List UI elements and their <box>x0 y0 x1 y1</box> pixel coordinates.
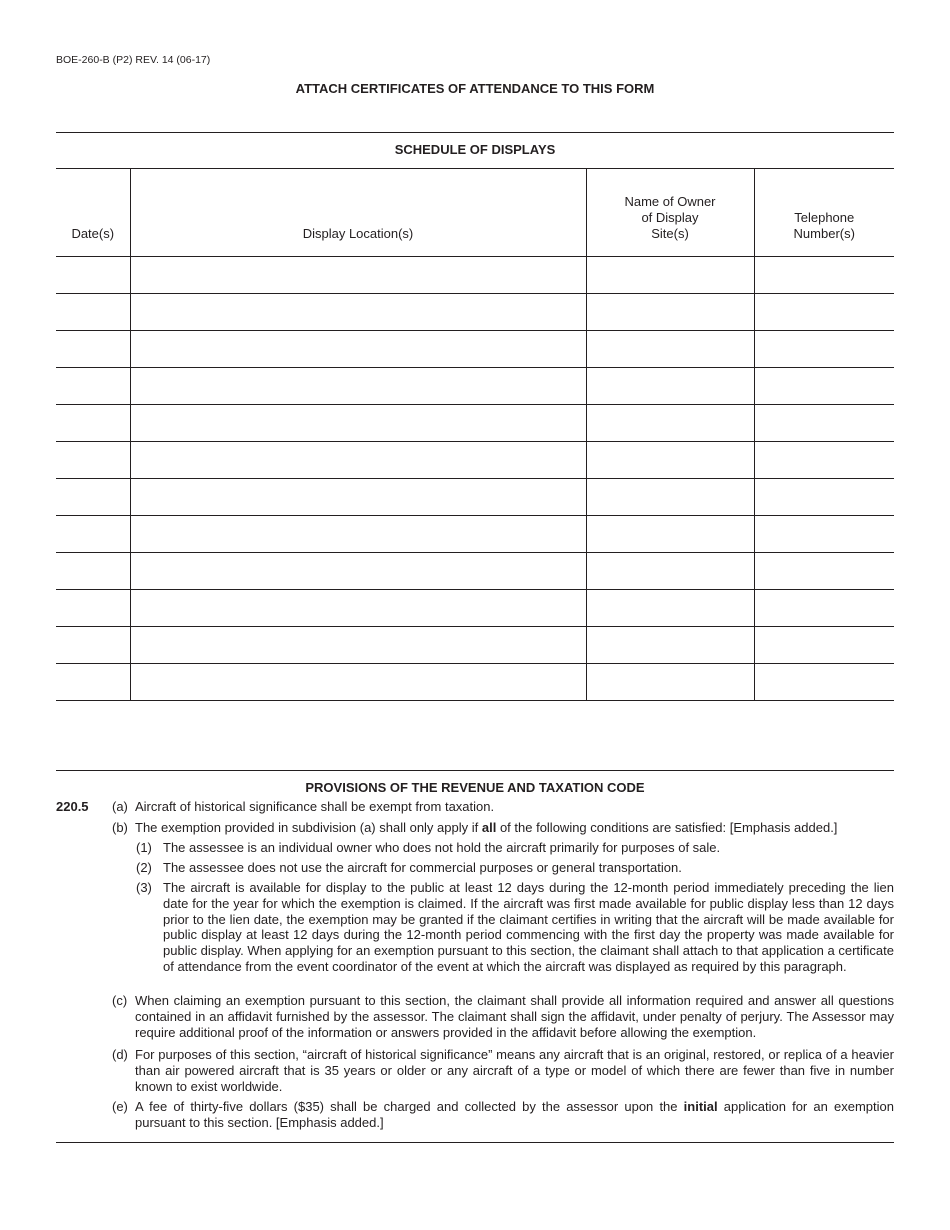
telephone-cell[interactable] <box>754 553 894 590</box>
header-display-location: Display Location(s) <box>130 169 586 257</box>
provision-a-text: Aircraft of historical significance shall be exempt from taxation. <box>135 799 495 814</box>
display-location-cell[interactable] <box>130 294 586 331</box>
date-cell[interactable] <box>56 479 130 516</box>
provision-e-label: (e) <box>112 1099 128 1114</box>
owner-name-cell[interactable] <box>586 590 754 627</box>
provision-e <box>112 1099 894 1131</box>
date-cell[interactable] <box>56 294 130 331</box>
owner-name-cell[interactable] <box>586 331 754 368</box>
date-cell[interactable] <box>56 442 130 479</box>
date-cell[interactable] <box>56 368 130 405</box>
owner-name-cell[interactable] <box>586 405 754 442</box>
provision-b3-label: (3) <box>136 880 152 895</box>
owner-name-cell[interactable] <box>586 553 754 590</box>
display-location-cell[interactable] <box>130 664 586 701</box>
header-dates: Date(s) <box>56 169 130 257</box>
schedule-row <box>56 442 894 479</box>
provision-b-label: (b) <box>112 820 128 835</box>
form-id: BOE-260-B (P2) REV. 14 (06-17) <box>56 54 211 66</box>
schedule-title: SCHEDULE OF DISPLAYS <box>56 132 894 169</box>
schedule-header-row <box>56 169 894 257</box>
display-location-cell[interactable] <box>130 590 586 627</box>
provision-b <box>112 820 894 836</box>
display-location-cell[interactable] <box>130 257 586 294</box>
section-number: 220.5 <box>56 799 89 814</box>
display-location-cell[interactable] <box>130 331 586 368</box>
schedule-row <box>56 257 894 294</box>
display-location-cell[interactable] <box>130 553 586 590</box>
schedule-row <box>56 405 894 442</box>
owner-name-cell[interactable] <box>586 442 754 479</box>
provision-b-text: The exemption provided in subdivision (a) shall only apply if all of the following conditions are satisfied: [Emphasis added.] <box>135 820 838 835</box>
date-cell[interactable] <box>56 331 130 368</box>
provision-c-label: (c) <box>112 993 128 1008</box>
provision-d-text: For purposes of this section, “aircraft of historical significance” means any aircraft that is an original, restored, or replica of a heavier than air powered aircraft that is 35 years or older or any aircraft of a type or model of which there are fewer than five in number known to exist worldwide. <box>135 1047 894 1094</box>
header-owner-name: Name of Owner of Display Site(s) <box>586 169 754 257</box>
provision-e-text: A fee of thirty-five dollars ($35) shall be charged and collected by the assessor upon the initial application for an exemption pursuant to this section. [Emphasis added.] <box>135 1099 895 1130</box>
date-cell[interactable] <box>56 257 130 294</box>
schedule-of-displays <box>56 132 894 701</box>
date-cell[interactable] <box>56 590 130 627</box>
date-cell[interactable] <box>56 553 130 590</box>
schedule-row <box>56 368 894 405</box>
telephone-cell[interactable] <box>754 516 894 553</box>
provision-b3-text: The aircraft is available for display to the public at least 12 days during the 12-month period immediately preceding the lien date for the year for which the exemption is claimed. If the aircraft was first made available for public display less than 12 days prior to the lien date, the exemption may be granted if the claimant certifies in writing that the aircraft will be made available for public display at least 12 days during the 12-month period commencing with the first day the property was made available for public display. When applying for an exemption pursuant to this section, the claimant shall attach to that application a certificate of attendance from the event coordinator of the event at which the aircraft was displayed as required by this paragraph. <box>163 880 894 974</box>
display-location-cell[interactable] <box>130 405 586 442</box>
owner-name-cell[interactable] <box>586 627 754 664</box>
schedule-row <box>56 294 894 331</box>
owner-name-cell[interactable] <box>586 664 754 701</box>
schedule-row <box>56 479 894 516</box>
telephone-cell[interactable] <box>754 368 894 405</box>
date-cell[interactable] <box>56 627 130 664</box>
schedule-table <box>56 169 894 701</box>
display-location-cell[interactable] <box>130 368 586 405</box>
date-cell[interactable] <box>56 516 130 553</box>
date-cell[interactable] <box>56 405 130 442</box>
telephone-cell[interactable] <box>754 479 894 516</box>
provision-c <box>112 993 894 1040</box>
provision-a <box>112 799 894 815</box>
owner-name-cell[interactable] <box>586 516 754 553</box>
provision-b1-label: (1) <box>136 840 152 855</box>
date-cell[interactable] <box>56 664 130 701</box>
telephone-cell[interactable] <box>754 294 894 331</box>
owner-name-cell[interactable] <box>586 257 754 294</box>
provision-a-label: (a) <box>112 799 128 814</box>
provision-b2 <box>136 860 894 876</box>
owner-name-cell[interactable] <box>586 294 754 331</box>
schedule-body <box>56 257 894 701</box>
telephone-cell[interactable] <box>754 442 894 479</box>
owner-name-cell[interactable] <box>586 368 754 405</box>
provisions-title: PROVISIONS OF THE REVENUE AND TAXATION CODE <box>305 780 645 795</box>
schedule-row <box>56 331 894 368</box>
provision-d <box>112 1047 894 1094</box>
telephone-cell[interactable] <box>754 627 894 664</box>
provision-b1 <box>136 840 894 856</box>
header-telephone: Telephone Number(s) <box>754 169 894 257</box>
provision-d-label: (d) <box>112 1047 128 1062</box>
telephone-cell[interactable] <box>754 331 894 368</box>
telephone-cell[interactable] <box>754 405 894 442</box>
provision-b3 <box>136 880 894 975</box>
provision-b1-text: The assessee is an individual owner who does not hold the aircraft primarily for purposes of sale. <box>163 840 721 855</box>
schedule-row <box>56 516 894 553</box>
attach-title: ATTACH CERTIFICATES OF ATTENDANCE TO THIS FORM <box>295 81 655 96</box>
display-location-cell[interactable] <box>130 442 586 479</box>
provision-c-text: When claiming an exemption pursuant to this section, the claimant shall provide all information required and answer all questions contained in an affidavit furnished by the assessor. The claimant shall sign the affidavit, under penalty of perjury. The Assessor may require additional proof of the information or answers provided in the affidavit before allowing the exemption. <box>135 993 894 1040</box>
schedule-row <box>56 664 894 701</box>
owner-name-cell[interactable] <box>586 479 754 516</box>
display-location-cell[interactable] <box>130 627 586 664</box>
schedule-row <box>56 590 894 627</box>
display-location-cell[interactable] <box>130 479 586 516</box>
provision-b2-label: (2) <box>136 860 152 875</box>
telephone-cell[interactable] <box>754 590 894 627</box>
schedule-row <box>56 553 894 590</box>
provision-b2-text: The assessee does not use the aircraft for commercial purposes or general transportation. <box>163 860 682 875</box>
provisions-section <box>56 770 894 1143</box>
schedule-row <box>56 627 894 664</box>
display-location-cell[interactable] <box>130 516 586 553</box>
telephone-cell[interactable] <box>754 664 894 701</box>
telephone-cell[interactable] <box>754 257 894 294</box>
